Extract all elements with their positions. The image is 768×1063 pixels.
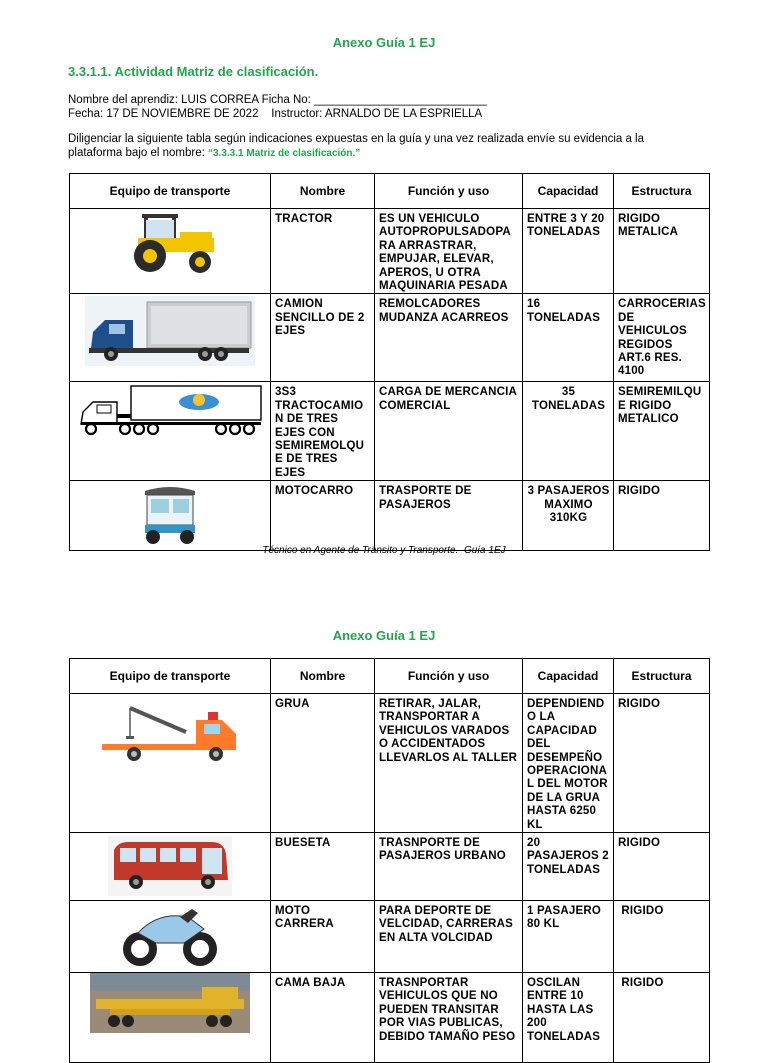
col-header-nombre: Nombre [271, 174, 375, 209]
document-title-page-2: Anexo Guía 1 EJ [332, 628, 436, 643]
truck-image [85, 296, 255, 366]
estructura-cell: RIGIDO [614, 481, 710, 551]
capacidad-cell: 1 PASAJERO 80 KL [523, 901, 614, 973]
table-row [70, 294, 710, 382]
col-header-capacidad: Capacidad [523, 659, 614, 694]
evidence-name: “3.3.3.1 Matriz de clasificación.” [208, 148, 361, 159]
table-header-row [70, 174, 710, 209]
capacidad-cell: 16 TONELADAS [523, 294, 614, 382]
col-header-estructura: Estructura [614, 659, 710, 694]
funcion-cell: PARA DEPORTE DE VELCIDAD, CARRERAS EN ALTA VOLCIDAD [375, 901, 523, 973]
estructura-cell: RIGIDO [614, 694, 710, 833]
equipment-image-cell [70, 481, 271, 551]
funcion-cell: TRASPORTE DE PASAJEROS [375, 481, 523, 551]
capacidad-cell: ENTRE 3 Y 20 TONELADAS [523, 209, 614, 294]
classification-table-2 [69, 658, 710, 1063]
table-header-row [70, 659, 710, 694]
table-row [70, 833, 710, 901]
capacidad-cell: 35 TONELADAS [523, 382, 614, 481]
instruction-text: plataforma bajo el nombre: [68, 147, 208, 159]
col-header-equipo: Equipo de transporte [70, 174, 271, 209]
estructura-cell: RIGIDO [614, 973, 710, 1063]
nombre-cell: GRUA [271, 694, 375, 833]
funcion-cell: TRASNPORTAR VEHICULOS QUE NO PUEDEN TRANSITAR POR VIAS PUBLICAS, DEBIDO TAMAÑO PESO [375, 973, 523, 1063]
instruction-line-2 [68, 146, 644, 161]
nombre-cell: MOTOCARRO [271, 481, 375, 551]
page-footer: Técnico en Agente de Tránsito y Transporte. Guía 1EJ [262, 545, 506, 556]
col-header-equipo: Equipo de transporte [70, 659, 271, 694]
equipment-image-cell [70, 901, 271, 973]
equipment-image-cell [70, 209, 271, 294]
estructura-cell: SEMIREMILQUE RIGIDO METALICO [614, 382, 710, 481]
funcion-cell: REMOLCADORES MUDANZA ACARREOS [375, 294, 523, 382]
capacidad-cell: OSCILAN ENTRE 10 HASTA LAS 200 TONELADAS [523, 973, 614, 1063]
table-row [70, 901, 710, 973]
student-name-line: Nombre del aprendiz: LUIS CORREA Ficha No: ___________________________ [68, 94, 487, 106]
table-row [70, 209, 710, 294]
funcion-cell: TRASNPORTE DE PASAJEROS URBANO [375, 833, 523, 901]
equipment-image-cell [70, 294, 271, 382]
col-header-funcion: Función y uso [375, 174, 523, 209]
minibus-image [108, 836, 232, 896]
nombre-cell: MOTO CARRERA [271, 901, 375, 973]
capacidad-cell: 20 PASAJEROS 2 TONELADAS [523, 833, 614, 901]
capacidad-cell: DEPENDIENDO LA CAPACIDAD DEL DESEMPEÑO OPERACIONAL DEL MOTOR DE LA GRUA HASTA 6250 KL [523, 694, 614, 833]
col-header-estructura: Estructura [614, 174, 710, 209]
table-row [70, 973, 710, 1063]
instruction-line-1: Diligenciar la siguiente tabla según indicaciones expuestas en la guía y una vez realizada envíe su evidencia a la [68, 133, 645, 145]
section-title: 3.3.1.1. Actividad Matriz de clasificación. [68, 64, 319, 79]
funcion-cell: ES UN VEHICULO AUTOPROPULSADOPARA ARRASTRAR, EMPUJAR, ELEVAR, APEROS, U OTRA MAQUINARIA PESADA [375, 209, 523, 294]
funcion-cell: RETIRAR, JALAR, TRANSPORTAR A VEHICULOS VARADOS O ACCIDENTADOS LLEVARLOS AL TALLER [375, 694, 523, 833]
student-info [68, 93, 487, 121]
estructura-cell: RIGIDO [614, 901, 710, 973]
date-instructor-line: Fecha: 17 DE NOVIEMBRE DE 2022 Instructor: ARNALDO DE LA ESPRIELLA [68, 108, 483, 120]
motocarro-image [135, 483, 205, 547]
estructura-cell: CARROCERIAS DE VEHICULOS REGIDOS ART.6 RES. 4100 [614, 294, 710, 382]
funcion-cell: CARGA DE MERCANCIA COMERCIAL [375, 382, 523, 481]
nombre-cell: BUESETA [271, 833, 375, 901]
nombre-cell: TRACTOR [271, 209, 375, 294]
table-row [70, 382, 710, 481]
tow-truck-image [100, 698, 240, 764]
table-row [70, 694, 710, 833]
document-title: Anexo Guía 1 EJ [332, 35, 436, 50]
col-header-nombre: Nombre [271, 659, 375, 694]
equipment-image-cell [70, 694, 271, 833]
equipment-image-cell [70, 833, 271, 901]
col-header-capacidad: Capacidad [523, 174, 614, 209]
nombre-cell: CAMA BAJA [271, 973, 375, 1063]
equipment-image-cell [70, 382, 271, 481]
capacidad-cell: 3 PASAJEROS MAXIMO 310KG [523, 481, 614, 551]
race-motorcycle-image [118, 903, 222, 969]
instructions [68, 132, 644, 161]
col-header-funcion: Función y uso [375, 659, 523, 694]
classification-table-1 [69, 173, 710, 551]
lowboy-trailer-image [90, 973, 250, 1033]
nombre-cell: 3S3 TRACTOCAMION DE TRES EJES CON SEMIREMOLQUE DE TRES EJES [271, 382, 375, 481]
nombre-cell: CAMION SENCILLO DE 2 EJES [271, 294, 375, 382]
table-row [70, 481, 710, 551]
tractor-image [120, 212, 220, 276]
tractor-trailer-image [77, 384, 263, 440]
equipment-image-cell [70, 973, 271, 1063]
estructura-cell: RIGIDO [614, 833, 710, 901]
estructura-cell: RIGIDO METALICA [614, 209, 710, 294]
